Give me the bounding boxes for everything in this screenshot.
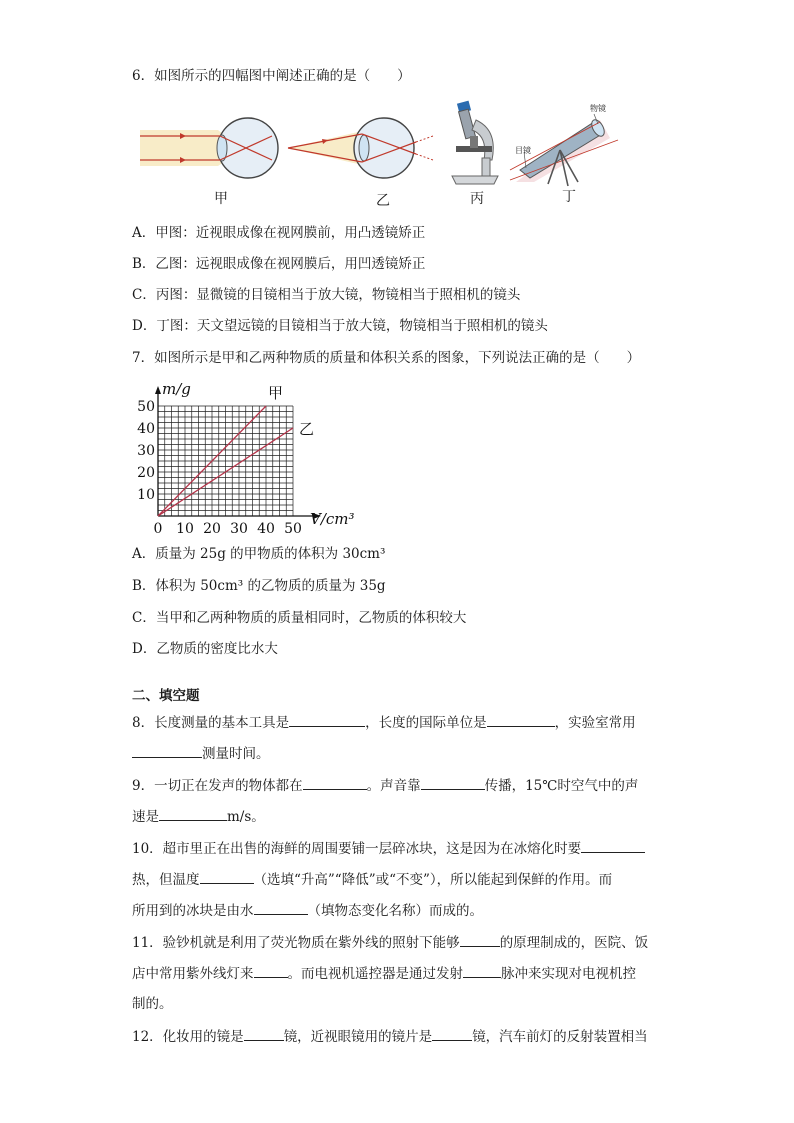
q11-text-4: 。而电视机遥控器是通过发射 — [287, 966, 463, 982]
telescope-label-objective: 物镜 — [590, 104, 606, 113]
series-label-0: 甲 — [268, 384, 284, 402]
q8-text-4: 测量时间。 — [202, 746, 270, 762]
q9-text-3: 传播，15℃时空气中的声 — [484, 778, 639, 794]
q10-blank-1[interactable] — [581, 838, 645, 853]
q11-line3: 制的。 — [132, 996, 173, 1012]
y-tick-label: 50 — [137, 399, 155, 415]
q9-blank-1[interactable] — [303, 775, 367, 790]
x-tick-label: 20 — [203, 521, 221, 537]
fig-label-jia: 甲 — [214, 191, 228, 207]
q11-text-3: 店中常用紫外线灯来 — [132, 966, 254, 982]
fig-label-ding: 丁 — [562, 189, 576, 205]
telescope-label-eyepiece: 目镜 — [515, 146, 531, 155]
q7-stem: 7．如图所示是甲和乙两种物质的质量和体积关系的图象，下列说法正确的是（ ） — [132, 350, 641, 366]
q9-text-2: 。声音靠 — [366, 778, 421, 794]
q9-blank-3[interactable] — [159, 806, 227, 821]
q10-text-3: （选填“升高”“降低”或“不变”），所以能起到保鲜的作用。而 — [253, 872, 613, 888]
q8-line1 — [132, 712, 636, 733]
q6-option-c: C．丙图：显微镜的目镜相当于放大镜，物镜相当于照相机的镜头 — [132, 287, 521, 303]
y-axis-arrow — [155, 386, 161, 394]
x-tick-label: 50 — [284, 521, 302, 537]
q10-blank-3[interactable] — [254, 900, 308, 915]
telescope-illustration — [510, 100, 630, 188]
q12-text-1: 12．化妆用的镜是 — [132, 1029, 244, 1045]
q8-blank-2[interactable] — [487, 712, 555, 727]
q7-option-c: C．当甲和乙两种物质的质量相同时，乙物质的体积较大 — [132, 610, 467, 626]
q12-blank-1[interactable] — [244, 1026, 284, 1041]
section-title: 二、填空题 — [132, 688, 200, 704]
q7-option-d: D．乙物质的密度比水大 — [132, 641, 278, 657]
fig-label-bing: 丙 — [470, 191, 484, 207]
q8-text-1: 8．长度测量的基本工具是 — [132, 715, 290, 731]
x-tick-label: 40 — [257, 521, 275, 537]
q12-text-2: 镜，近视眼镜用的镜片是 — [283, 1029, 433, 1045]
y-axis-label: m/g — [162, 380, 191, 398]
fig-label-yi: 乙 — [376, 193, 390, 209]
q8-line2 — [132, 743, 270, 764]
x-tick-label: 30 — [230, 521, 248, 537]
q10-text-1: 10．超市里正在出售的海鲜的周围要铺一层碎冰块，这是因为在冰熔化时要 — [132, 841, 582, 857]
q8-text-2: ，长度的国际单位是 — [365, 715, 487, 731]
y-tick-label: 10 — [137, 487, 155, 503]
q8-text-3: ，实验室常用 — [554, 715, 636, 731]
q7-option-a: A．质量为 25g 的甲物质的体积为 30cm³ — [132, 546, 386, 562]
q10-text-2: 热，但温度 — [132, 872, 200, 888]
q11-blank-3[interactable] — [463, 963, 501, 978]
q10-line2 — [132, 869, 612, 890]
q12-text-3: 镜，汽车前灯的反射装置相当 — [472, 1029, 648, 1045]
q8-blank-1[interactable] — [289, 712, 365, 727]
q11-text-1: 11．验钞机就是利用了荧光物质在紫外线的照射下能够 — [132, 935, 460, 951]
series-label-1: 乙 — [299, 420, 315, 438]
eye-diagram-yi — [288, 108, 438, 188]
q8-blank-3[interactable] — [132, 743, 202, 758]
mass-volume-chart — [130, 380, 370, 537]
q7-option-b: B．体积为 50cm³ 的乙物质的质量为 35g — [132, 578, 386, 594]
x-tick-label: 0 — [153, 521, 163, 537]
q9-line1 — [132, 775, 638, 796]
q6-option-a: A．甲图：近视眼成像在视网膜前，用凸透镜矫正 — [132, 225, 426, 241]
x-axis-label: V/cm³ — [310, 510, 355, 528]
y-tick-label: 30 — [137, 443, 155, 459]
q9-text-4: 速是 — [132, 809, 159, 825]
q11-text-2: 的原理制成的，医院、饭 — [499, 935, 649, 951]
q6-stem: 6．如图所示的四幅图中阐述正确的是（ ） — [132, 68, 411, 84]
q9-blank-2[interactable] — [421, 775, 485, 790]
q10-blank-2[interactable] — [200, 869, 254, 884]
q10-text-4: 所用到的冰块是由水 — [132, 903, 254, 919]
q11-blank-1[interactable] — [460, 932, 500, 947]
q9-line2 — [132, 806, 265, 827]
q11-text-5: 脉冲来实现对电视机控 — [501, 966, 636, 982]
q10-text-5: （填物态变化名称）而成的。 — [307, 903, 483, 919]
q10-line3 — [132, 900, 483, 921]
q12-blank-2[interactable] — [432, 1026, 472, 1041]
q11-blank-2[interactable] — [254, 963, 288, 978]
x-tick-label: 10 — [176, 521, 194, 537]
microscope-illustration — [446, 100, 506, 186]
chart-grid — [158, 406, 293, 516]
q6-option-b: B．乙图：远视眼成像在视网膜后，用凹透镜矫正 — [132, 256, 426, 272]
q9-text-5: m/s。 — [227, 809, 265, 825]
q9-text-1: 9．一切正在发声的物体都在 — [132, 778, 303, 794]
eye-diagram-jia — [140, 108, 290, 188]
q6-option-d: D．丁图：天文望远镜的目镜相当于放大镜，物镜相当于照相机的镜头 — [132, 318, 548, 334]
y-tick-label: 20 — [137, 465, 155, 481]
q11-line2 — [132, 963, 636, 984]
y-tick-label: 40 — [137, 421, 155, 437]
q12-line1 — [132, 1026, 648, 1047]
q11-line1 — [132, 932, 648, 953]
q10-line1 — [132, 838, 645, 859]
